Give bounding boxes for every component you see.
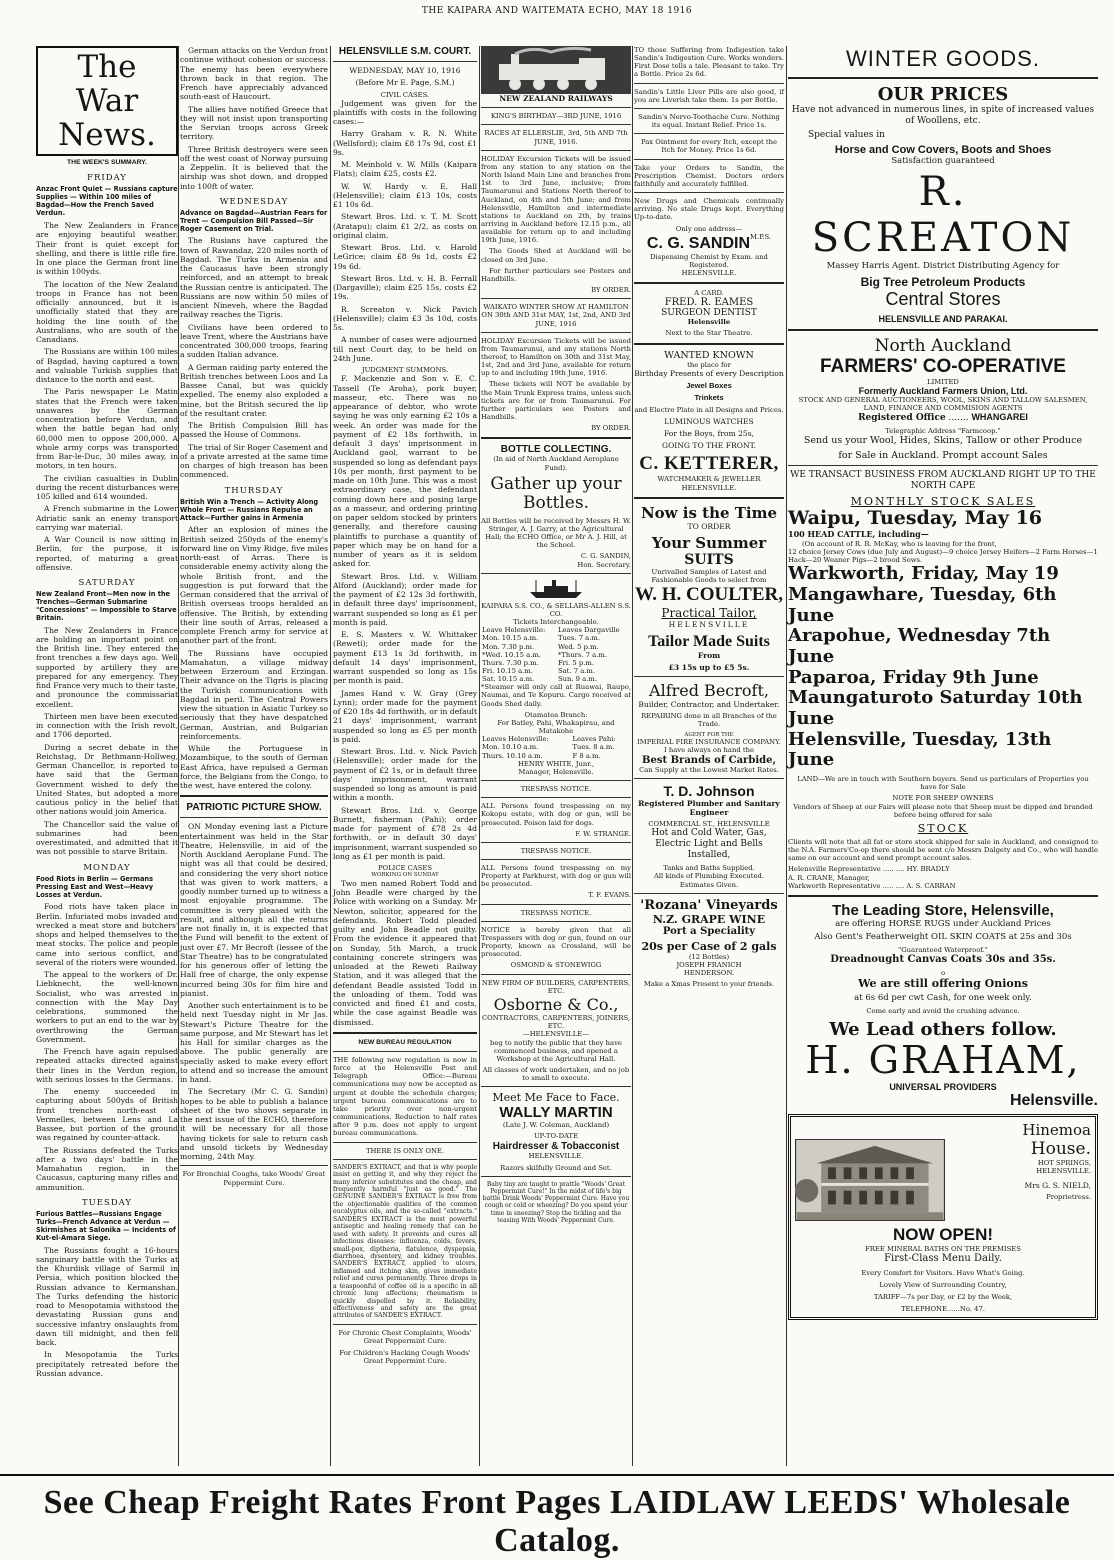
- coulter-role: Practical Tailor,: [661, 606, 757, 621]
- patriotic-title: PATRIOTIC PICTURE SHOW.: [186, 802, 322, 814]
- johnson-address: COMMERCIAL ST., HELENSVILLE: [648, 820, 770, 829]
- rozana-wine: N.Z. GRAPE WINE: [652, 912, 766, 926]
- police-cases-heading: POLICE CASES: [377, 864, 433, 873]
- court-paragraph: Stewart Bros. Ltd. v. George Burnett, fisherman (Pahi); order made for payment of £78 2s 4d forthwith, or in default 30 days' imprisonment, warrant suspended so long as £1 per month is paid.: [333, 805, 477, 861]
- war-news-header: [36, 46, 178, 156]
- bottle-title: BOTTLE COLLECTING.: [500, 444, 612, 456]
- article-paragraph: Food riots have taken place in Berlin. Infuriated mobs invaded and wrecked a meat store and butchers' shops and helped themselves to the meat stocks. The police and people came into serious conflict, and several of the rioters were wounded.: [36, 902, 178, 967]
- rozana-xmas: Make a Xmas Present to your friends.: [643, 980, 775, 989]
- court-paragraph: Stewart Bros. Ltd. v. T. M. Scott (Aratapu); claim £1 2/2, as costs on original claim.: [333, 212, 477, 240]
- court-paragraph: R. Screaton v. Nick Pavich (Helensville); claim £3 3s 10d, costs 5s.: [333, 304, 477, 333]
- ketterer-town: HELENSVILLE.: [681, 483, 737, 492]
- sandin-only: Only one address—: [675, 224, 743, 233]
- johnson-estimates: Estimates Given.: [679, 880, 739, 889]
- birthday-presents: Birthday Presents of every Description: [634, 368, 784, 378]
- judgment-summons-heading: JUDGMENT SUMMONS.: [361, 366, 449, 375]
- timetable-header: Leave Helensville:: [482, 626, 546, 635]
- bureau-text: THE following new regulation is now in force at the Helensville Post and Telegraph Office:—Bureau communications may now be accepted as urgent at double the schedule charges; urgent bureau communications are to take priority over non-urgent communications. Reduction to half rates after 9 p.m. does not apply to urgent bureau communications.: [333, 1055, 477, 1138]
- leading-store: The Leading Store, Helensville,: [832, 901, 1054, 919]
- sandin-role: Dispensing Chemist by Exam. and Registered.: [650, 252, 768, 269]
- trespass-sign: F. W. STRANGE.: [575, 829, 631, 838]
- article-paragraph: The British Compulsion Bill has passed the House of Commons.: [180, 421, 328, 440]
- article-paragraph: Thirteen men have been executed in connection with the Irish revolt, and 1706 deported.: [36, 711, 178, 740]
- rozana-owner: JOSEPH FRANICH: [676, 960, 742, 969]
- timetable-header: Leaves Dargaville: [557, 626, 620, 635]
- kaipara-title: KAIPARA S.S. CO., & SELLARS-ALLEN S.S. CO.: [481, 601, 631, 618]
- timetable-cell: Sun. 9 a.m.: [557, 675, 597, 684]
- article-paragraph: During a secret debate in the Reichstag, Dr Bethmann-Hollweg, German Chancellor, is reported to have said that the German Government wished to defy the United States, but adopted a more cautious policy in the belief that other nations would join America.: [36, 742, 178, 817]
- helensville-parakai: HELENSVILLE AND PARAKAI.: [878, 313, 1008, 324]
- monday-headline: Food Riots in Berlin — Germans Pressing East and West—Heavy Losses at Verdun.: [36, 874, 154, 899]
- sandin-paragraph: Take your Orders to Sandin, the Prescription Chemist. Doctors orders faithfully and accurately fulfilled.: [634, 163, 784, 188]
- eames-name: FRED. R. EAMES: [664, 297, 754, 309]
- article-paragraph: The civilian casualties in Dublin during the recent disturbances were 105 killed and 614 wounded.: [36, 473, 178, 502]
- monthly-stock-sales: MONTHLY STOCK SALES: [850, 495, 1036, 509]
- tailor-made-suits: Tailor Made Suits: [648, 632, 770, 650]
- registered-office: Registered Office: [858, 413, 946, 424]
- timetable-cell: *Thurs. 7 a.m.: [557, 650, 608, 659]
- kaipara-sign: HENRY WHITE, Junr.,: [517, 759, 595, 768]
- north-auckland: North Auckland: [874, 335, 1012, 356]
- becroft-role: Builder, Contractor, and Undertaker.: [638, 700, 780, 710]
- wally-up: UP-TO-DATE: [533, 1132, 579, 1141]
- article-paragraph: In Mesopotamia the Turks precipitately retreated before the Russian advance.: [36, 1350, 178, 1378]
- hotel-building-image: [795, 1139, 945, 1221]
- big-tree: Big Tree Petroleum Products: [860, 274, 1026, 289]
- rozana-bottles: (12 Bottles): [688, 952, 730, 961]
- day-heading-thursday: THURSDAY: [224, 485, 284, 496]
- sheep-owners-note: NOTE FOR SHEEP OWNERS: [892, 794, 994, 803]
- wally-name: WALLY MARTIN: [499, 1104, 613, 1122]
- osborne-name: Osborne & Co.,: [493, 994, 619, 1014]
- dreadnought: Dreadnought Canvas Coats 30s and 35s.: [830, 953, 1056, 965]
- wally-razors: Razors skilfully Ground and Set.: [500, 1163, 612, 1172]
- wednesday-headline: Advance on Bagdad—Austrian Fears for Trent — Compulsion Bill Passed—Sir Roger Casement on Trial.: [180, 208, 328, 233]
- article-paragraph: The Chancellor said the value of submarines had been overestimated, and admitted that it was not possible to starve Britain.: [36, 819, 178, 857]
- court-paragraph: Stewart Bros. Ltd. v. Nick Pavich (Helensville); order made for the payment of £2 1s, or in default three days' imprisonment, warrant suspended so long as amount is paid within a month.: [333, 747, 477, 803]
- kaipara-role: Manager, Helensville.: [518, 767, 594, 776]
- court-paragraph: E. S. Masters v. W. Whittaker (Reweti); order made for the payment £13 1s 3d forthwith, in default 14 days' imprisonment, warrant suspended so long as 15s per month is paid.: [333, 630, 477, 686]
- now-open: NOW OPEN!: [892, 1224, 994, 1244]
- hot-springs: HOT SPRINGS,: [1037, 1158, 1091, 1167]
- wally-trade: Hairdresser & Tobacconist: [492, 1140, 620, 1152]
- we-transact: WE TRANSACT BUSINESS FROM AUCKLAND RIGHT UP TO THE NORTH CAPE: [790, 470, 1096, 492]
- timetable-cell: Fri. 5 p.m.: [557, 658, 595, 667]
- becroft-carbide: Best Brands of Carbide,: [642, 754, 776, 766]
- trespass-title: TRESPASS NOTICE.: [520, 846, 592, 855]
- waikato-paragraph: HOLIDAY Excursion Tickets will be issued from Taumarunui, and any stations North thereof, to Hamilton on 30th and 31st May, 1st, 2nd and 3rd June, available for return up to and including 19th June, 1916.: [481, 336, 631, 378]
- article-paragraph: The allies have notified Greece that they will not insist upon transporting the Servian troops across Greek territory.: [180, 104, 328, 142]
- sandin-town: HELENSVILLE.: [681, 268, 737, 277]
- article-paragraph: Three British destroyers were seen off the west coast of Norway pursuing a Zeppelin. It is believed that the airship was shot down, and dropped into 100ft of water.: [180, 144, 328, 191]
- article-paragraph: The Paris newspaper Le Matin states that the French were taken unawares by the German concentration before Verdun, and when the battle began had only 60,000 men to oppose 200,000. A whole army corps was transported from Bar-le-Duc, 30 miles away, in motors, in ten hours.: [36, 387, 178, 471]
- article-paragraph: The enemy succeeded in capturing about 500yds of British front trenches north-east of Vermelles, between Lens and La Bassee, but portion of the ground was regained by counter-attack.: [36, 1087, 178, 1143]
- railways-paragraph: The Goods Shed at Auckland will be closed on 3rd June.: [481, 247, 631, 264]
- article-paragraph: German attacks on the Verdun front continue without cohesion or success. The enemy has been everywhere thrown back in that region. The French have appreciably advanced south-east of Haucourt.: [180, 46, 328, 102]
- trespass-text: ALL Persons found trespassing on my Kokopu estate, with dog or gun, will be prosecuted. Poison laid for dogs.: [481, 802, 631, 827]
- sandin-paragraph: TO those Suffering from Indigestion take Sandin's Indigestion Cure. Works wonders. First Dose tells a tale. Pleasant to take. Try a Bottle. Price 2s 6d.: [634, 46, 784, 79]
- court-paragraph: M. Meinhold v. W. Mills (Kaipara Flats); claim £25, costs £2.: [333, 160, 477, 179]
- rozana-port: Port a Speciality: [662, 925, 756, 937]
- children-cough-ad: For Children's Hacking Cough Woods' Great Peppermint Cure.: [339, 1349, 471, 1366]
- timetable-cell: Tues. 7 a.m.: [557, 634, 600, 643]
- otamatea-branch-2: For Batley, Pahi, Whakapirau, and Matakohe: [497, 718, 615, 736]
- every-comfort: Every Comfort for Visitors. Have What's Going.: [861, 1269, 1025, 1278]
- article-paragraph: The appeal to the workers of Dr. Liebknecht, the well-known Socialist, who was arrested in connection with the May Day celebrations, summoned the workers to put an end to the war by overthrowing the German Government.: [36, 970, 178, 1044]
- train-icon: [481, 46, 631, 94]
- send-us: Send us your Wool, Hides, Skins, Tallow or other Produce: [803, 435, 1083, 447]
- only-one-title: THERE IS ONLY ONE.: [365, 1146, 445, 1155]
- waikato-title: WAIKATO WINTER SHOW AT HAMILTON ON 30th AND 31st MAY, 1st, 2nd, AND 3rd JUNE, 1916: [481, 303, 631, 328]
- timetable-cell: *Wed. 10.15 a.m.: [482, 650, 541, 659]
- horse-rugs: are offering HORSE RUGS under Auckland Prices: [835, 918, 1051, 929]
- telephone: TELEPHONE......No. 47.: [901, 1304, 985, 1313]
- timetable-cell: Mon. 7.30 p.m.: [482, 642, 535, 651]
- sandin-paragraph: New Drugs and Chemicals continually arriving. No stale Drugs kept. Everything Up-to-date.: [634, 197, 784, 222]
- wally-late: (Late J. W. Coleman, Auckland): [502, 1121, 610, 1130]
- farmers-formerly: Formerly Auckland Farmers Union, Ltd.: [858, 385, 1028, 396]
- day-heading-monday: MONDAY: [83, 862, 131, 873]
- timetable-cell: Mon. 10.10 a.m.: [482, 743, 539, 752]
- sandin-paragraph: Pax Ointment for every Itch, except the Itch for Money. Price 1s 6d.: [640, 138, 778, 155]
- to-order: TO ORDER: [687, 521, 731, 531]
- eames-card: A CARD.: [694, 289, 724, 298]
- trinkets: Trinkets: [694, 393, 724, 403]
- trespass-title: TRESPASS NOTICE.: [520, 785, 592, 794]
- helensville-rep: Helensville Representative ..... .... HY. BRADLY: [788, 865, 950, 874]
- timetable-cell: F 8 a.m.: [572, 751, 601, 760]
- article-paragraph: A German raiding party entered the British trenches between Loos and La Bassee Canal, but was quickly expelled. The enemy also exploded a mine, but the British secured the lip of the resultant crater.: [180, 362, 328, 418]
- becroft-name: Alfred Becroft,: [649, 681, 769, 701]
- wally-town: HELENSVILLE.: [528, 1151, 584, 1160]
- coulter-town: HELENSVILLE: [668, 620, 750, 630]
- suits: SUITS: [684, 551, 734, 568]
- universal-providers: UNIVERSAL PROVIDERS: [889, 1081, 997, 1092]
- johnson-role: Registered Plumber and Sanitary Engineer: [638, 798, 780, 817]
- osborne-top: NEW FIRM OF BUILDERS, CARPENTERS, ETC.: [481, 978, 631, 995]
- steamship-icon: [526, 578, 586, 600]
- osborne-town: —HELENSVILLE—: [522, 1030, 590, 1039]
- kings-birthday: KING'S BIRTHDAY—3RD JUNE, 1916: [490, 112, 622, 121]
- osborne-text-2: All classes of work undertaken, and no job to small to execute.: [482, 1065, 630, 1083]
- satisfaction: Satisfaction guaranteed: [891, 155, 995, 166]
- bureau-title: NEW BUREAU REGULATION: [358, 1038, 452, 1046]
- article-paragraph: While the Portuguese in Mozambique, to the south of German East Africa, have repulsed a German force, the Belgians from the Congo, to the west, have entered the colony.: [180, 744, 328, 791]
- day-heading-wednesday: WEDNESDAY: [219, 196, 289, 207]
- article-paragraph: The trial of Sir Roger Casement and of a private arrested at the same time on charges of high treason has been commenced.: [180, 442, 328, 480]
- going-to-front: GOING TO THE FRONT.: [662, 441, 756, 451]
- timetable-cell: Sat. 10.15 a.m.: [482, 675, 535, 684]
- farmers-name: FARMERS' CO-OPERATIVE: [820, 355, 1066, 377]
- horse-covers: Horse and Cow Covers, Boots and Shoes: [834, 143, 1052, 156]
- sandin-mps: M.P.S.: [750, 232, 772, 241]
- hinemoa-house: House.: [1030, 1138, 1091, 1159]
- sandin-paragraph: Sandin's Nervo-Toothache Cure. Nothing its equal. Instant Relief. Price 1s.: [638, 112, 780, 130]
- eames-town: Helensville: [687, 318, 731, 327]
- onions: We are still offering Onions: [858, 977, 1028, 991]
- timetable-cell: Thurs. 7.30 p.m.: [482, 658, 539, 667]
- article-paragraph: After an explosion of mines the British seized 250yds of the enemy's forward line on Vimy Ridge, five miles north-east of Arras. There is considerable enemy activity along the whole British front, and the suggestion is put forward that the German considered that the arrival of British overseas troops heralded an offensive. The British, by extending their line south of Arras, released a complete French army for service at another part of the front.: [180, 525, 328, 646]
- sale-date: Paparoa, Friday 9th June: [788, 666, 1039, 688]
- day-heading-tuesday: TUESDAY: [81, 1197, 133, 1208]
- hinemoa-ad: [788, 1114, 1098, 1320]
- war-news-title: The War News.: [58, 49, 156, 154]
- first-class-menu: First-Class Menu Daily.: [884, 1252, 1002, 1264]
- our-prices: OUR PRICES: [877, 84, 1009, 105]
- from-label: From: [697, 650, 721, 660]
- article-paragraph: The New Zealanders in France are enjoying beautiful weather. Their front is quiet except for shelling, and there is little rifle fire. In one place the German front line is within 100yds.: [36, 221, 178, 277]
- becroft-imperial: IMPERIAL FIRE INSURANCE COMPANY.: [637, 738, 781, 747]
- johnson-tanks: Tanks and Baths Supplied.: [663, 864, 755, 873]
- otamatea-branch: Otamatea Branch:: [524, 710, 588, 719]
- kaipara-note: *Steamer will only call at Ruawai, Raupo, Naumai, and Te Kopuru. Cargo received at Goods Shed daily.: [481, 683, 631, 708]
- saturday-headline: New Zealand Front—Men now in the Trenches—German Submarine "Concessions" — Impossible to Starve Britain.: [36, 590, 177, 622]
- cough-ad: For Bronchial Coughs, take Woods' Great Peppermint Cure.: [182, 1170, 326, 1187]
- the-place-for: the place for: [687, 360, 731, 369]
- bottle-sign: C. G. SANDIN,: [580, 552, 631, 561]
- trespass-sign: OSMOND & STONEWIGG: [510, 961, 602, 970]
- vendors-note: Vendors of Sheep at our Fairs will please note that Sheep must be dipped and branded before being offered for sale: [793, 802, 1093, 819]
- railways-title: NEW ZEALAND RAILWAYS: [499, 94, 613, 103]
- free-baths: FREE MINERAL BATHS ON THE PREMISES: [865, 1244, 1021, 1253]
- now-is-the-time: Now is the Time: [640, 503, 778, 522]
- johnson-name: T. D. Johnson: [663, 782, 755, 799]
- timetable-header: Leaves Helensville:: [482, 735, 549, 744]
- court-paragraph: James Hand v. W. Gray (Grey Lynn); order made for the payment of £20 18s 4d forthwith, or in default 21 days' imprisonment, warrant suspended so long as £5 per month is paid.: [333, 688, 477, 744]
- trespass-text: ALL Persons found trespassing on my Property at Parkhurst, with dog or gun will be prosecuted.: [481, 863, 631, 889]
- eames-location: Next to the Star Theatre.: [665, 329, 753, 338]
- sandin-paragraph: Sandin's Little Liver Pills are also good, if you are Liverish take them. 1s per Bottle.: [634, 87, 784, 104]
- court-title: HELENSVILLE S.M. COURT.: [338, 46, 472, 57]
- come-early: Come early and avoid the crushing advance.: [866, 1006, 1020, 1015]
- becroft-always: I have always on hand the: [664, 746, 754, 755]
- we-lead: We Lead others follow.: [829, 1018, 1057, 1040]
- court-paragraph: F. Mackenzie and Son v. E. C. Tassell (Te Aroha), pork buyer, masseur, etc. There was no appearance of debtor, who wrote saying he was only earning £2 10s a week. An order was made for the payment of £2 18s forthwith, in default 3 days' imprisonment in Auckland gaol, warrant to be suspended so long as defendant pays 10s per month, first payment to be made on 10th June. This was a most extraordinary case, the defendant coming down here and posing large as a masseur, and ordering printing on paper seldom stocked by printers generally, and therefore causing plaintiffs to purchase a quantity of paper which may be on hand for a number of years as it is seldom asked for.: [333, 374, 477, 569]
- hinemoa-town: HELENSVILLE.: [1036, 1166, 1091, 1175]
- footer-advert: See Cheap Freight Rates Front Pages LAIDLAW LEEDS' Wholesale Catalog.: [0, 1474, 1114, 1560]
- head-cattle: 100 HEAD CATTLE, including—: [788, 529, 929, 540]
- bottle-text: All Bottles will be received by Messrs H. W. Stringer, A. J. Garry, at the Agricultural Hall; the ECHO Office, or Mr A. J. Hill, at the School.: [481, 516, 631, 550]
- article-paragraph: The Secretary (Mr C. G. Sandin) hopes to be able to publish a balance sheet of the two shows separate in the next issue of the ECHO, therefore it will be necessary for all those having tickets for sale to return cash and unsold tickets by Wednesday morning, 24th May.: [180, 1087, 328, 1162]
- railways-paragraph: HOLIDAY Excursion Tickets will be issued from any station to any station on the North Island Main Line and branches from 1st to 3rd June, inclusive; from Taumarunui and Stations North thereof to Auckland, on 4th and 5th June; and from Helensville, Hamilton and intermediate stations to Auckland on 2th, by trains arriving in Auckland before 12.15 p.m., all available for return up to and including 19th June, 1916.: [481, 154, 631, 245]
- graham-name: H. GRAHAM,: [805, 1037, 1081, 1082]
- lovely-view: Lovely View of Surrounding Country,: [879, 1281, 1007, 1290]
- court-date: WEDNESDAY, MAY 10, 1916: [349, 66, 461, 75]
- court-paragraph: W. W. Hardy v. E. Hall (Helensville); claim £13 10s, costs £1 10s 6d.: [333, 181, 477, 210]
- working-sunday-heading: WORKING ON SUNDAY: [371, 872, 439, 879]
- whangarei: WHANGAREI: [971, 412, 1028, 423]
- war-news-subtitle: THE WEEK'S SUMMARY.: [67, 159, 147, 167]
- trespass-text: NOTICE is hereby given that all Trespassers with dog or gun, found on our Property, known as Crossland, will be prosecuted.: [481, 925, 631, 959]
- sale-date: Warkworth, Friday, May 19: [788, 563, 1059, 585]
- war-news-column-1: [36, 46, 178, 1381]
- becroft-repair: REPAIRING done in all Branches of the Trade.: [641, 712, 777, 729]
- display-ads-column: WINTER GOODS. OUR PRICES Have not advanced in numerous lines, in spite of increased values of Woollens, etc. Special values in Horse and Cow Covers, Boots and Shoes Satisfaction guaranteed R. SCREATON Massey Harris Agent. District Distributing Agency for Big Tree Petroleum Products Central Stores HELENSVILLE AND PARAKAI. North Auckland FARMERS' CO-OPERATIVE LIMITED Formerly Auckland Farmers Union, Ltd. STOCK AND GENERAL AUCTIONEERS, WOOL, SKINS AND TALLOW SALESMEN, LAND, FINANCE AND COMMISION AGENTS Registered Office ....... WHANGAREI Telegraphic Address "Farmcoop." Send us your Wool, Hides, Skins, Tallow or other Produce for Sale in Auckland. Prompt account Sales WE TRANSACT BUSINESS FROM AUCKLAND RIGHT UP TO THE NORTH CAPE MONTHLY STOCK SALES Waipu, Tuesday, May 16 100 HEAD CATTLE, including— (On account of R. R. McKay, who is leaving for the front, 12 choice Jersey Cows (due July and August)—9 choice Jersey Heifers—2 Farm Horses—1 Hack—20 Weaner Pigs—2 brood Sows. Warkworth, Friday, May 19 Mangawhare, Tuesday, 6th June Arapohue, Wednesday 7th June Paparoa, Friday 9th June Maungaturoto Saturday 10th June Helensville, Tuesday, 13th June LAND—We are in touch with Southern buyers. Send us particulars of Properties you have for Sale NOTE FOR SHEEP OWNERS Vendors of Sheep at our Fairs will please note that Sheep must be dipped and branded before being offered for sale STOCK Clients will note that all fat or store stock shipped for sale in Auckland, and consigned to the N.A. Farmers'Co-op there should be sent c/o Messrs Dalgety and Co., who will handle same on our account and send prompt account sales. Helensville Representative ..... .... HY. BRADLY A. R. CRANE, Manager, Warkworth Representative ..... .... A. S. CARRAN The Leading Store, Helensville, are offering HORSE RUGS under Auckland Prices Also Gent's Featherweight OIL SKIN COATS at 25s and 30s "Guaranteed Waterproof." Dreadnought Canvas Coats 30s and 35s. o We are still offering Onions at 6s 6d per cwt Cash, for one week only. Come early and avoid the crushing advance. We Lead others follow. H. GRAHAM, UNIVERSAL PROVIDERS Helensville. Hinemoa House. HOT SPRINGS, HELENSVILLE. Mrs G. S. NIELD, Proprietress. NOW OPEN! FREE MINERAL BATHS ON THE PREMISES First-Class Menu Daily. Every Comfort for Visitors. Have What's Going. Lovely View of Surrounding Country, TARIFF—7s per Day, or £2 by the Week, TELEPHONE......No. 47.: [788, 46, 1098, 1324]
- railways-paragraph: For further particulars see Posters and Handbills.: [481, 266, 631, 283]
- farmers-stock: STOCK AND GENERAL AUCTIONEERS, WOOL, SKINS AND TALLOW SALESMEN, LAND, FINANCE AND COMMISION AGENTS: [798, 395, 1088, 412]
- baby-verse: Baby tiny are taught to prattle "Woods' Great Peppermint Cure!" In the midst of life's big battle Drink Woods' Peppermint Cure. Have you cough or cold or wheezing? Do you spend your time in sneezing? Stop the tickling and the teasing With Woods' Peppermint Cure.: [482, 1180, 630, 1224]
- winter-goods: WINTER GOODS.: [846, 46, 1040, 71]
- article-paragraph: The Russians are within 100 miles of Bagdad, having captured a town and valuable Turkish supplies that distance to the north and east.: [36, 347, 178, 385]
- notices-column: [481, 46, 631, 1227]
- electro-plate: and Electro Plate in all Designs and Prices.: [634, 405, 784, 414]
- tariff: TARIFF—7s per Day, or £2 by the Week,: [873, 1293, 1013, 1302]
- sale-date: Arapohue, Wednesday 7th June: [788, 625, 1051, 667]
- bottle-sub: (In aid of North Auckland Aeroplane Fund).: [493, 455, 619, 472]
- article-paragraph: The Russians fought a 16-hours sanguinary battle with the Turks at the Khurdisk village of Sarmil in Persia, which position blocked the Russian advance to Kermanshan. The Turks defending the historic road to Mesopotamia withstood the devastating Russian guns and successive infantry onslaughts from dawn till midnight, and then fell back.: [36, 1245, 178, 1348]
- johnson-kinds: All kinds of Plumbing Executed.: [653, 872, 765, 881]
- timetable-cell: Thurs. 10.10 a.m.: [482, 751, 543, 760]
- tuesday-headline: Furious Battles—Russians Engage Turks—French Advance at Verdun —Skirmishes at Salonika — Incidents of Kut-el-Amara Siege.: [36, 1209, 176, 1242]
- jewel-boxes: Jewel Boxes: [686, 381, 732, 390]
- rozana-town: HENDERSON.: [683, 969, 735, 977]
- article-paragraph: The Rusians have captured the town of Rawandaz, 220 miles north of Bagdad. The Turks in Armenia and the Caucasus have been strongly reinforced, and an attempt to break the Russian centre is anticipated. The Russians are now within 50 miles of ancient Nineveh, where the Bagdad railway reaches the Tigris.: [180, 236, 328, 320]
- day-heading-friday: FRIDAY: [87, 173, 127, 184]
- for-the-boys: For the Boys, from 25s,: [663, 428, 755, 438]
- onion-price: at 6s 6d per cwt Cash, for one week only.: [854, 993, 1032, 1004]
- clients-note: Clients will note that all fat or store stock shipped for sale in Auckland, and consigned to the N.A. Farmers'Co-op there should be sent c/o Messrs Dalgety and Co., who will handle same on our account and send prompt account sales.: [788, 837, 1098, 863]
- unrivalled: Unrivalled Samples of Latest and Fashionable Goods to select from: [651, 567, 767, 585]
- warkworth-rep: Warkworth Representative ..... .... A. S. CARRAN: [788, 881, 956, 890]
- article-paragraph: Civilians have been ordered to leave Trent, where the Austrians have concentrated 300,000 troops, fearing a sudden Italian advance.: [180, 322, 328, 360]
- eames-role: SURGEON DENTIST: [661, 308, 757, 319]
- rozana-name: 'Rozana' Vineyards: [640, 897, 778, 913]
- osborne-trades: CONTRACTORS, CARPENTERS, JOINERS, ETC.: [481, 1014, 631, 1031]
- thursday-headline: British Win a Trench — Activity Along Whole Front — Russians Repulse an Attack—Further gains in Armenia: [180, 497, 319, 522]
- timetable-cell: Mon. 10.15 a.m.: [482, 634, 539, 643]
- sale-date: Maungaturoto Saturday 10th June: [788, 687, 1083, 730]
- special-values: Special values in: [808, 129, 885, 140]
- court-paragraph: Stewart Bros. Ltd. v. H. B. Ferrall (Dargaville); claim £25 15s, costs £2 19s.: [333, 273, 477, 302]
- coulter-name: W. H. COULTER,: [634, 584, 783, 606]
- war-news-column-2: [180, 46, 328, 1187]
- by-order: BY ORDER.: [591, 424, 631, 433]
- screaton-name: R. SCREATON: [811, 169, 1075, 262]
- suit-price: £3 15s up to £5 5s.: [668, 662, 750, 672]
- sale-waipu: Waipu, Tuesday, May 16: [788, 507, 1043, 530]
- ketterer-role: WATCHMAKER & JEWELLER: [657, 475, 761, 484]
- kaipara-timetable: [481, 626, 631, 683]
- court-magistrate: (Before Mr E. Page, S.M.): [355, 78, 455, 88]
- your-summer: Your Summer: [651, 533, 767, 552]
- kaipara-sub: Tickets Interchangeable.: [513, 618, 599, 627]
- have-not-advanced: Have not advanced in numerous lines, in spite of increased values of Woollens, etc.: [791, 105, 1095, 126]
- article-paragraph: A War Council is now sitting in Berlin, for the purpose, it is reported, of maturing a great offensive.: [36, 535, 178, 572]
- article-paragraph: The French have again repulsed repeated attacks directed against their lines in the Verdun region, with serious losses to the Germans.: [36, 1047, 178, 1084]
- rozana-price: 20s per Case of 2 gals: [641, 939, 777, 953]
- farmers-limited: LIMITED: [927, 377, 959, 386]
- guaranteed-waterproof: "Guaranteed Waterproof.": [898, 945, 988, 954]
- on-account: (On account of R. R. McKay, who is leaving for the front,: [802, 539, 997, 548]
- ads-column: [634, 46, 784, 988]
- timetable-cell: Sat. 7 a.m.: [557, 667, 596, 675]
- races-ellerslie: RACES AT ELLERSLIE, 3rd, 5th AND 7th JUNE, 1916.: [484, 129, 628, 146]
- court-paragraph: Stewart Bros. Ltd. v. William Alford (Auckland); order made for the payment of £2 12s 3d forthwith, in default three days' imprisonment, warrant suspended so long as £1 per month is paid.: [333, 571, 477, 627]
- timetable-cell: Fri. 10.15 a.m.: [482, 667, 533, 675]
- hinemoa-role: Proprietress.: [1046, 1193, 1091, 1202]
- article-paragraph: ON Monday evening last a Picture entertainment was held in the Star Theatre, Helensville, in aid of the North Auckland Aeroplane Fund. The night was all that could be desired, and considering the very short notice that was given to work matters, a goodly number turned up to witness a most enjoyable programme. The committee is very pleased with the result, and although all the returns are not finally in, it is expected that the Fund will benefit to the extent of just over £7. Mr Becroft (lessee of the Star Theatre) has to be congratulated for his generous offer of letting the Hall free of charge, the only expense incurred being 30s for film hire and pianist.: [180, 822, 328, 998]
- court-paragraph: Harry Graham v. R. N. White (Wellsford); claim £8 17s 9d, cost £1 9s.: [333, 129, 477, 157]
- article-paragraph: The Russians defeated the Turks after a two days' battle in the Mamahatun region, in the Caucasus, capturing many rifles and ammunition.: [36, 1145, 178, 1192]
- johnson-hot: Hot and Cold Water, Gas, Electric Light and Bells Installed,: [651, 828, 767, 861]
- article-paragraph: The New Zealanders in France are holding an important point on the British line. They entered the front trenches a few days ago. Well supported by artillery they are prepared for any emergency. They find France very much to their taste, and pronounce the commissariat excellent.: [36, 625, 178, 709]
- hinemoa-name: Hinemoa: [1022, 1120, 1091, 1139]
- choice-jersey: 12 choice Jersey Cows (due July and August)—9 choice Jersey Heifers—2 Farm Horses—1 Hack—20 Weaner Pigs—2 brood Sows.: [788, 547, 1098, 565]
- stock-heading: STOCK: [917, 821, 969, 835]
- telegraph-address: Telegraphic Address "Farmcoop.": [885, 427, 1001, 436]
- court-paragraph: Judgement was given for the plaintiffs with costs in the following cases:—: [333, 98, 477, 127]
- bottle-big: Gather up your Bottles.: [490, 473, 622, 514]
- bottle-role: Hon. Secretary.: [577, 560, 631, 569]
- court-paragraph: Two men named Robert Todd and John Beadle were charged by the Police with working on a Sunday. Mr Newton, solicitor, appeared for the defendants. Robert Todd pleaded guilty and John Beadle not guilty. From the evidence it appeared that on Sunday, 5th March, a truck containing concrete stringers was unloaded at the Reweti Railway Station, and it was alleged that the defendant Beadle assisted Todd in the unloading of them. Todd was convicted and fined £1 and costs, while the case against Beadle was dismissed.: [333, 878, 477, 1027]
- court-paragraph: A number of cases were adjourned till next Court day, to be held on 24th June.: [333, 335, 477, 363]
- by-order: BY ORDER.: [591, 286, 631, 295]
- wally-top: Meet Me Face to Face.: [492, 1091, 620, 1105]
- trespass-sign: T. F. EVANS.: [588, 891, 631, 900]
- sale-date: Mangawhare, Tuesday, 6th June: [788, 583, 1057, 626]
- masthead: THE KAIPARA AND WAITEMATA ECHO, MAY 18 1916: [421, 6, 693, 16]
- land-note: LAND—We are in touch with Southern buyers. Send us particulars of Properties you have for Sale: [797, 775, 1089, 792]
- central-stores: Central Stores: [885, 288, 1001, 309]
- otamatea-timetable: [481, 735, 631, 759]
- article-paragraph: The location of the New Zealand troops in France has not been officially announced, but it is unofficially stated that they are holding the line south of the Australians, who are south of the Canadians.: [36, 279, 178, 345]
- massey-harris: Massey Harris Agent. District Distributing Agency for: [826, 261, 1060, 272]
- hinemoa-proprietor: Mrs G. S. NIELD,: [1024, 1181, 1091, 1191]
- article-paragraph: Another such entertainment is to be held next Tuesday night in Mr Jas. Stewart's Picture Theatre for the same purpose, and Mr Stewart has let his Hall for similar charges as the above. The public generally are specially asked to make every effort to attend and so increase the amount in hand.: [180, 1001, 328, 1085]
- article-paragraph: A French submarine in the Lower Adriatic sank an enemy transport carrying war material.: [36, 504, 178, 532]
- day-heading-saturday: SATURDAY: [78, 578, 136, 589]
- sale-date: Helensville, Tuesday, 13th June: [788, 728, 1052, 771]
- trespass-title: TRESPASS NOTICE.: [520, 908, 592, 917]
- ketterer-name: C. KETTERER,: [639, 453, 779, 475]
- becroft-supply: Can Supply at the Lowest Market Rates.: [639, 765, 779, 774]
- oil-skin-coats: Also Gent's Featherweight OIL SKIN COATS at 25s and 30s: [814, 932, 1072, 943]
- timetable-cell: Tues. 8 a.m.: [572, 743, 615, 752]
- graham-town: Helensville.: [1009, 1091, 1098, 1109]
- friday-headline: Anzac Front Quiet — Russians capture Supplies — Within 100 miles of Bagdad—How the French Saved Verdun.: [36, 185, 178, 218]
- article-paragraph: The Russians have occupied Mamahatun, a village midway between Erzeroum and Erzingan. Their advance on the Tigris is placing the Turkish communications with Bagdad in peril. The Central Powers view the situation in Asiatic Turkey so seriously that they have despatched German, Austrian, and Bulgarian reinforcements.: [180, 648, 328, 741]
- sanders-extract-text: SANDER'S EXTRACT, and that is why people insist on getting it, and why they reject the many inferior substitutes and the cheap, and frequently harmful "just as good." The GENUINE SANDER'S EXTRACT is free from the objectionable qualities of the common eucalyptus oils, and the so-called "extracts." SANDER'S EXTRACT is the most powerful antiseptic and healing remedy that can be used with safety. It prevents and cures all infectious diseases: influenza, colds, fevers, small-pox, diptheria, flatulence, dyspepsia, diarrhoea, dysentery, and kidney troubles. SANDER'S EXTRACT, applied to ulcers, inflamed and itching skin, gives immediate relief and cures permanently. Three drops in a teaspoonful of coffee oil is a specific in all chronic lung affections; rheumatism is quickly dispelled by it. Reliability, effectiveness and safety are the great attributes of SANDER'S EXTRACT.: [333, 1163, 477, 1320]
- wanted-known: WANTED KNOWN: [664, 349, 754, 361]
- timetable-header: Leaves Pahi:: [572, 735, 616, 744]
- manager: A. R. CRANE, Manager,: [788, 873, 870, 882]
- chest-ad: For Chronic Chest Complaints, Woods' Great Peppermint Cure.: [338, 1328, 472, 1346]
- court-paragraph: Stewart Bros. Ltd. v. Harold LeGrice; claim £8 9s 1d, costs £2 19s 6d.: [333, 243, 477, 271]
- court-column: [333, 46, 477, 1366]
- becroft-agent: AGENT FOR THE: [684, 731, 734, 738]
- waikato-paragraph: These tickets will NOT be available by the Main Trunk Express trains, unless such tickets are for or from Taumarunui. For further particulars see Posters and Handbills.: [481, 380, 631, 422]
- civil-cases-heading: CIVIL CASES.: [380, 90, 430, 99]
- osborne-text: beg to notify the public that they have commenced business, and opened a Workshop at the Agricultural Hall.: [490, 1038, 622, 1063]
- luminous-watches: LUMINOUS WATCHES: [664, 416, 754, 426]
- for-sale: for Sale in Auckland. Prompt account Sales: [838, 449, 1048, 461]
- timetable-cell: Wed. 5 p.m.: [557, 642, 599, 651]
- sandin-name: C. G. SANDIN: [646, 234, 751, 252]
